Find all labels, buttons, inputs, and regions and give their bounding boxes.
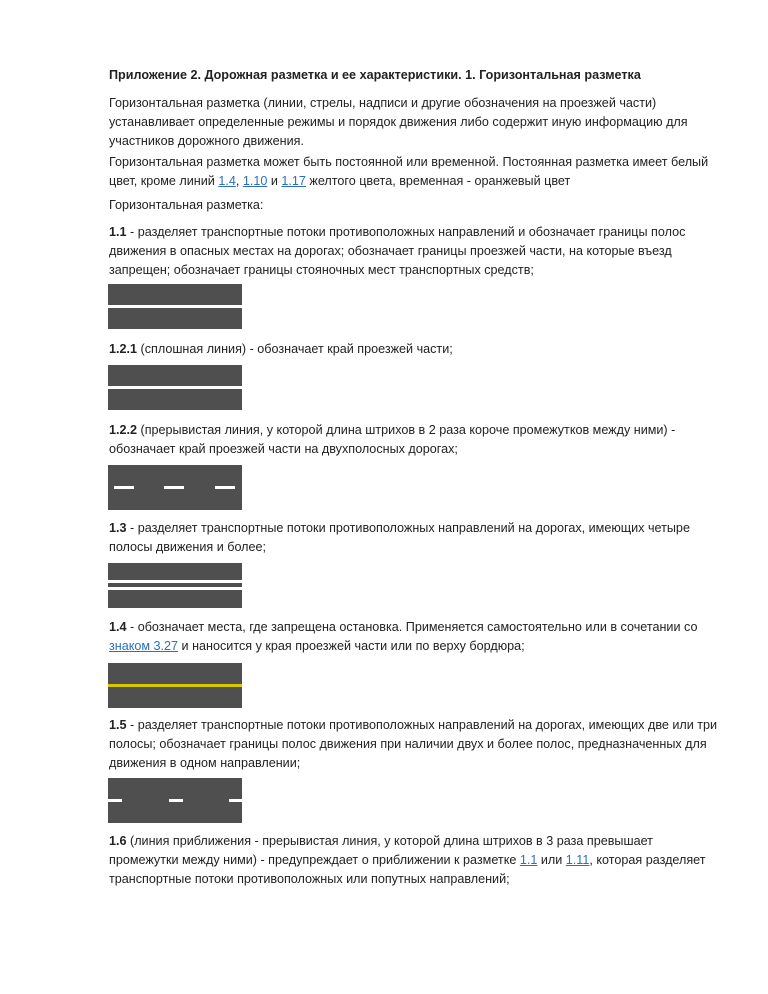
color-text-1: Горизонтальная разметка может быть постоянной или временной. Постоянная разметка имеет белый цвет, кроме линий [109, 155, 709, 188]
link-sign-3-27[interactable]: знаком 3.27 [109, 639, 179, 653]
marking-1-4-image [108, 663, 242, 708]
marking-1-2-2-image [108, 465, 242, 510]
item-1-2-2 [109, 421, 719, 459]
item-1-5-text: - разделяет транспортные потоки противоположных направлений на дорогах, имеющих две или три полосы; обозначает границы полос движения при наличии двух и более полос, предназначенных для движения в одном направлении; [109, 718, 718, 770]
item-1-6-text-3: , которая разделяет транспортные потоки противоположных или попутных направлений; [109, 853, 706, 886]
item-1-4-code: 1.4 [109, 620, 127, 634]
color-text-2: , [235, 174, 243, 188]
item-1-2-2-text: (прерывистая линия, у которой длина штрихов в 2 раза короче промежутков между ними) - обозначает край проезжей части на двухполосных дорогах; [109, 423, 676, 456]
item-1-2-1-code: 1.2.1 [109, 342, 138, 356]
item-1-4 [109, 618, 719, 656]
link-1-17[interactable]: 1.17 [281, 174, 306, 188]
item-1-6-text-1: (линия приближения - прерывистая линия, у которой длина штрихов в 3 раза превышает промежутки между ними) - предупреждает о приближении к разметке [109, 834, 653, 867]
item-1-6-text-2: или [537, 853, 566, 867]
item-1-1-text: - разделяет транспортные потоки противоположных направлений и обозначает границы полос движения в опасных местах на дорогах; обозначает границы проезжей части, на которые въезд запрещен; обозначает границы стояночных мест транспортных средств; [109, 225, 686, 277]
item-1-4-text-1: - обозначает места, где запрещена остановка. Применяется самостоятельно или в сочетании со [126, 620, 698, 634]
marking-1-2-1-image [108, 365, 242, 410]
item-1-2-2-code: 1.2.2 [109, 423, 138, 437]
item-1-2-1-text: (сплошная линия) - обозначает край проезжей части; [137, 342, 453, 356]
link-1-1[interactable]: 1.1 [519, 853, 538, 867]
marking-1-1-image [108, 284, 242, 329]
item-1-3-text: - разделяет транспортные потоки противоположных направлений на дорогах, имеющих четыре полосы движения и более; [109, 521, 690, 554]
item-1-3 [109, 519, 719, 557]
color-text-3: и [267, 174, 282, 188]
intro-paragraph: Горизонтальная разметка (линии, стрелы, надписи и другие обозначения на проезжей части) устанавливает определенные режимы и порядок движения либо содержит иную информацию для участников дорожного движения. [109, 96, 688, 148]
marking-1-5-image [108, 778, 242, 823]
page-title: Приложение 2. Дорожная разметка и ее характеристики. 1. Горизонтальная разметка [109, 68, 641, 82]
marking-1-3-image [108, 563, 242, 608]
item-1-5-code: 1.5 [109, 718, 127, 732]
color-paragraph [109, 153, 719, 191]
item-1-5 [109, 716, 719, 773]
item-1-6 [109, 832, 719, 889]
item-1-1 [109, 223, 719, 280]
link-1-10[interactable]: 1.10 [242, 174, 268, 188]
section-subtitle: Горизонтальная разметка: [109, 198, 264, 212]
item-1-6-code: 1.6 [109, 834, 127, 848]
item-1-1-code: 1.1 [109, 225, 127, 239]
item-1-4-text-2: и наносится у края проезжей части или по верху бордюра; [178, 639, 525, 653]
item-1-3-code: 1.3 [109, 521, 127, 535]
link-1-4[interactable]: 1.4 [218, 174, 236, 188]
link-1-11[interactable]: 1.11 [565, 853, 590, 867]
item-1-2-1 [109, 340, 719, 359]
color-text-4: желтого цвета, временная - оранжевый цвет [305, 174, 571, 188]
